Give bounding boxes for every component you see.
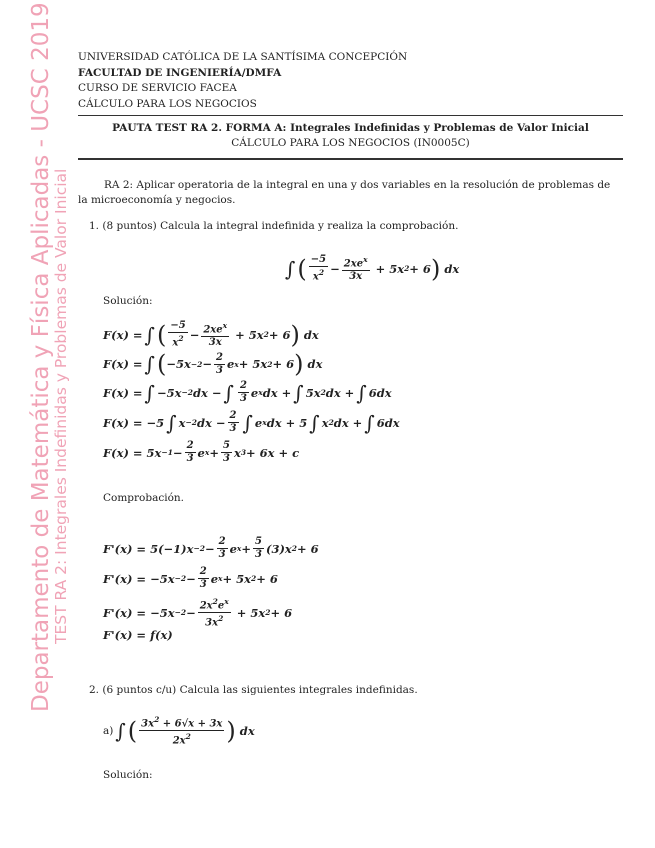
solution-step-3: F(x) = ∫ −5x −2 dx − ∫ $\frac{2}{3}$ e x dx + ∫ 5x 2 dx + ∫ 6dx: [103, 380, 392, 405]
verification-result: F'(x) = f(x): [103, 628, 173, 642]
document-title: [78, 121, 623, 151]
institution-header: [78, 50, 407, 112]
question-1-solution-label: Solución:: [103, 295, 153, 307]
solution-step-4: F(x) = −5 ∫ x −2 dx − $\frac{2}{3}$ ∫ e x dx + 5 ∫ x 2 dx + ∫ 6dx: [103, 410, 400, 435]
university-name: UNIVERSIDAD CATÓLICA DE LA SANTÍSIMA CONCEPCIÓN: [78, 51, 408, 63]
question-1-integral: ∫ ( $\frac{-5}{x^2}$ − $\frac{2xe^x}{3x}$ + 5x 2 + 6 ) dx: [285, 254, 460, 283]
verification-step-3: F'(x) = −5x −2 − $\frac{2x^2e^x}{3x^2}$ + 5x 2 + 6: [103, 597, 293, 629]
verification-label: Comprobación.: [103, 492, 185, 504]
course-name: CÁLCULO PARA LOS NEGOCIOS: [78, 97, 257, 110]
question-2-solution-label: Solución:: [103, 769, 153, 781]
faculty-name: FACULTAD DE INGENIERÍA/DMFA: [78, 66, 282, 79]
question-2: 2. (6 puntos c/u) Calcula las siguientes integrales indefinidas.: [89, 684, 418, 696]
solution-step-1: F(x) = ∫ ( $\frac{-5}{x^2}$ − $\frac{2xe^x}{3x}$ + 5x 2 + 6 ) dx: [103, 320, 319, 349]
learning-outcome: RA 2: Aplicar operatoria de la integral en una y dos variables en la resolución de problemas de la microeconomía y negocios.: [78, 179, 611, 206]
watermark-department: Departamento de Matemática y Física Aplicadas - UCSC 2019: [28, 2, 54, 712]
top-rule: [78, 115, 623, 116]
solution-result: F(x) = 5x −1 − $\frac{2}{3}$ e x + $\frac{5}{3}$ x 3 + 6x + c: [103, 440, 300, 464]
test-title: PAUTA TEST RA 2. FORMA A: Integrales Indefinidas y Problemas de Valor Inicial: [112, 122, 589, 134]
verification-step-1: F'(x) = 5(−1)x −2 − $\frac{2}{3}$ e x + $\frac{5}{3}$ (3)x 2 + 6: [103, 536, 319, 560]
bottom-rule: [78, 158, 623, 160]
question-1: 1. (8 puntos) Calcula la integral indefinida y realiza la comprobación.: [89, 220, 459, 232]
verification-step-2: F'(x) = −5x −2 − $\frac{2}{3}$ e x + 5x 2 + 6: [103, 566, 278, 590]
question-2a-integral: a) ∫ ( $\frac{3x^2 + 6√x + 3x}{2x^2}$ ) dx: [103, 715, 255, 747]
watermark-test-title: TEST RA 2: Integrales Indefinidas y Problemas de Valor Inicial: [52, 168, 70, 644]
course-type: CURSO DE SERVICIO FACEA: [78, 82, 237, 94]
item-a-label: a): [103, 724, 114, 737]
solution-step-2: F(x) = ∫ ( −5x −2 − $\frac{2}{3}$ e x + 5x 2 + 6 ) dx: [103, 350, 323, 378]
course-code: CÁLCULO PARA LOS NEGOCIOS (IN0005C): [231, 137, 470, 149]
